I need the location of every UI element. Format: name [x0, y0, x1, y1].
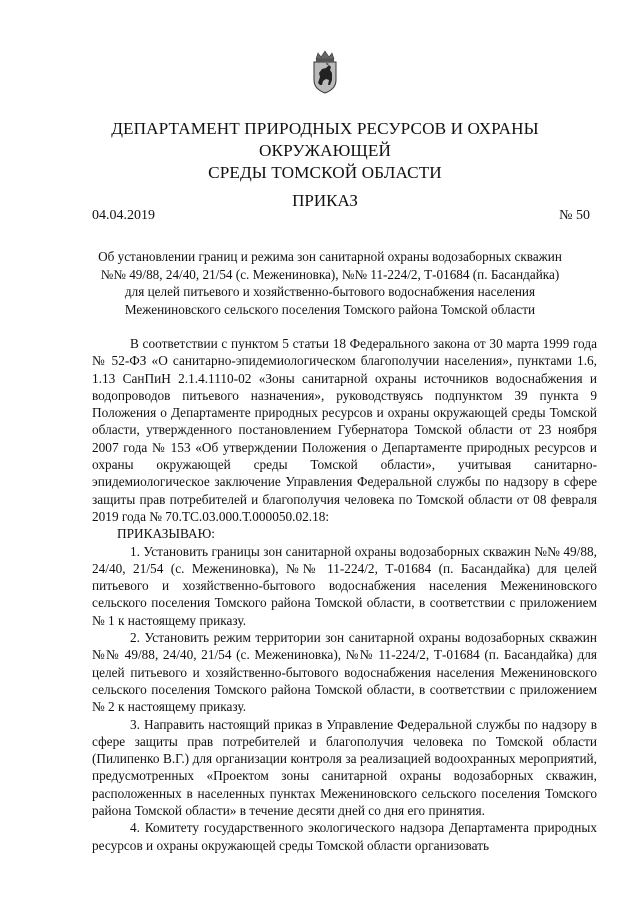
- order-date: 04.04.2019: [92, 208, 155, 223]
- order-directive: ПРИКАЗЫВАЮ:: [117, 526, 215, 542]
- department-name: [60, 118, 590, 184]
- order-item-1: 1. Установить границы зон санитарной охраны водозаборных скважин №№ 49/88, 24/40, 21/54 (с. Межениновка), №№ 11-224/2, Т-01684 (п. Басандайка) для целей питьевого и хозяйственно-бытового водоснабжения населения Межениновского сельского поселения Томского района Томской области, в соответствии с приложением № 1 к настоящему приказу.: [92, 543, 597, 628]
- coat-of-arms-icon: [308, 50, 342, 94]
- department-name-line1: ДЕПАРТАМЕНТ ПРИРОДНЫХ РЕСУРСОВ И ОХРАНЫ ОКРУЖАЮЩЕЙ: [111, 119, 539, 160]
- subject-line2: №№ 49/88, 24/40, 21/54 (с. Межениновка), №№ 11-224/2, Т-01684 (п. Басандайка): [100, 266, 560, 282]
- subject-line3: для целей питьевого и хозяйственно-бытового водоснабжения населения: [124, 284, 536, 300]
- order-number: № 50: [559, 208, 590, 223]
- order-item-4: 4. Комитету государственного экологического надзора Департамента природных ресурсов и охраны окружающей среды Томской области организовать: [92, 820, 597, 853]
- order-subject: [80, 248, 580, 318]
- order-item-2: 2. Установить режим территории зон санитарной охраны водозаборных скважин №№ 49/88, 24/40, 21/54 (с. Межениновка), №№ 11-224/2, Т-01684 (п. Басандайка) для целей питьевого и хозяйственно-бытового водоснабжения населения Межениновского сельского поселения Томского района Томской области, в соответствии с приложением № 2 к настоящему приказу.: [92, 630, 597, 715]
- subject-line1: Об установлении границ и режима зон санитарной охраны водозаборных скважин: [98, 249, 562, 264]
- subject-line4: Межениновского сельского поселения Томского района Томской области: [124, 301, 536, 317]
- preamble-paragraph: В соответствии с пунктом 5 статьи 18 Федерального закона от 30 марта 1999 года № 52-ФЗ «О санитарно-эпидемиологическом благополучии населения», пунктами 1.6, 1.13 СанПиН 2.1.4.1110-02 «Зоны санитарной охраны источников водоснабжения и водопроводов питьевого назначения», руководствуясь подпунктом 39 пункта 9 Положения о Департаменте природных ресурсов и охраны окружающей среды Томской области, утвержденного постановлением Губернатора Томской области от 23 ноября 2007 года № 153 «Об утверждении Положения о Департаменте природных ресурсов и охраны окружающей среды Томской области», учитывая санитарно-эпидемиологическое заключение Управления Федеральной службы по надзору в сфере защиты прав потребителей и благополучия человека по Томской области от 08 февраля 2019 года № 70.ТС.03.000.Т.000050.02.18:: [92, 336, 597, 524]
- order-item-3: 3. Направить настоящий приказ в Управление Федеральной службы по надзору в сфере защиты прав потребителей и благополучия человека по Томской области (Пилипенко В.Г.) для организации контроля за реализацией водоохранных мероприятий, предусмотренных «Проектом зоны санитарной охраны водозаборных скважин, расположенных в населенных пунктах Межениновского сельского поселения Томского района Томской области» в течение десяти дней со дня его принятия.: [92, 716, 597, 819]
- order-body: [92, 335, 597, 854]
- document-title: ПРИКАЗ: [292, 191, 358, 210]
- department-name-line2: СРЕДЫ ТОМСКОЙ ОБЛАСТИ: [208, 163, 442, 182]
